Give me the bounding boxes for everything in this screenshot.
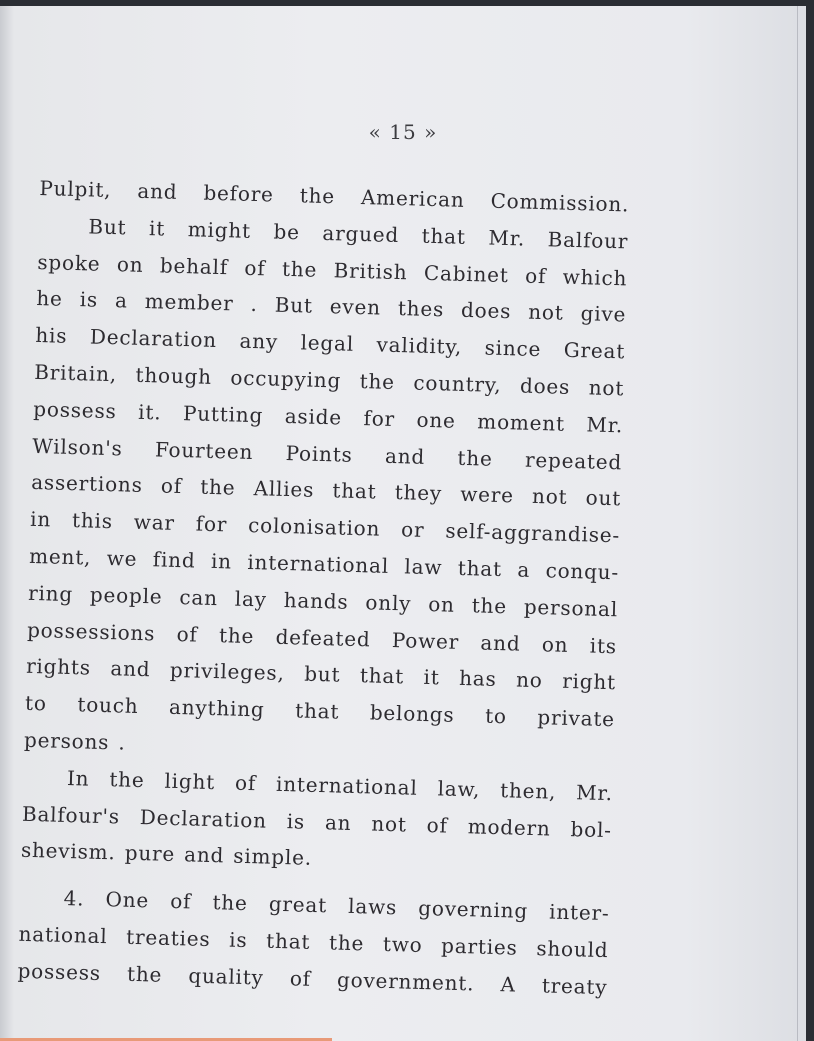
text-line: assertions of the Allies that they were not out	[30, 470, 622, 511]
text-line: In the light of international law, then, Mr.	[66, 765, 614, 805]
text-line: possess it. Putting aside for one moment Mr.	[32, 396, 624, 438]
text-line: Pulpit, and before the American Commission.	[39, 175, 630, 217]
text-line: rights and privileges, but that it has no right	[25, 654, 617, 695]
text-line: possessions of the defeated Power and on its	[26, 617, 618, 658]
page-number: « 15 »	[368, 120, 438, 144]
text-line: spoke on behalf of the British Cabinet of which	[37, 249, 628, 291]
text-line: his Declaration any legal validity, since Great	[35, 323, 626, 364]
text-line: shevism. pure and simple.	[20, 838, 313, 871]
text-line: Balfour's Declaration is an not of modern bol-	[21, 801, 613, 842]
text-line: Wilson's Fourteen Points and the repeated	[31, 433, 623, 474]
text-line: Britain, though occupying the country, does not	[34, 359, 625, 401]
text-line: national treaties is that the two parties should	[18, 921, 609, 963]
text-line: possess the quality of government. A treaty	[17, 958, 608, 999]
text-line: persons .	[23, 727, 126, 755]
text-line: ment, we find in international law that a conqu-	[28, 543, 620, 585]
text-line: ring people can lay hands only on the personal	[27, 580, 619, 622]
text-line: to touch anything that belongs to private	[24, 690, 616, 732]
book-page	[0, 6, 806, 1041]
text-line: he is a member . But even thes does not give	[36, 286, 627, 327]
text-line: 4. One of the great laws governing inter-	[63, 886, 610, 926]
body-text	[17, 170, 630, 1006]
text-line: But it might be argued that Mr. Balfour	[88, 214, 629, 254]
text-line: in this war for colonisation or self-aggrandise-	[29, 507, 621, 548]
